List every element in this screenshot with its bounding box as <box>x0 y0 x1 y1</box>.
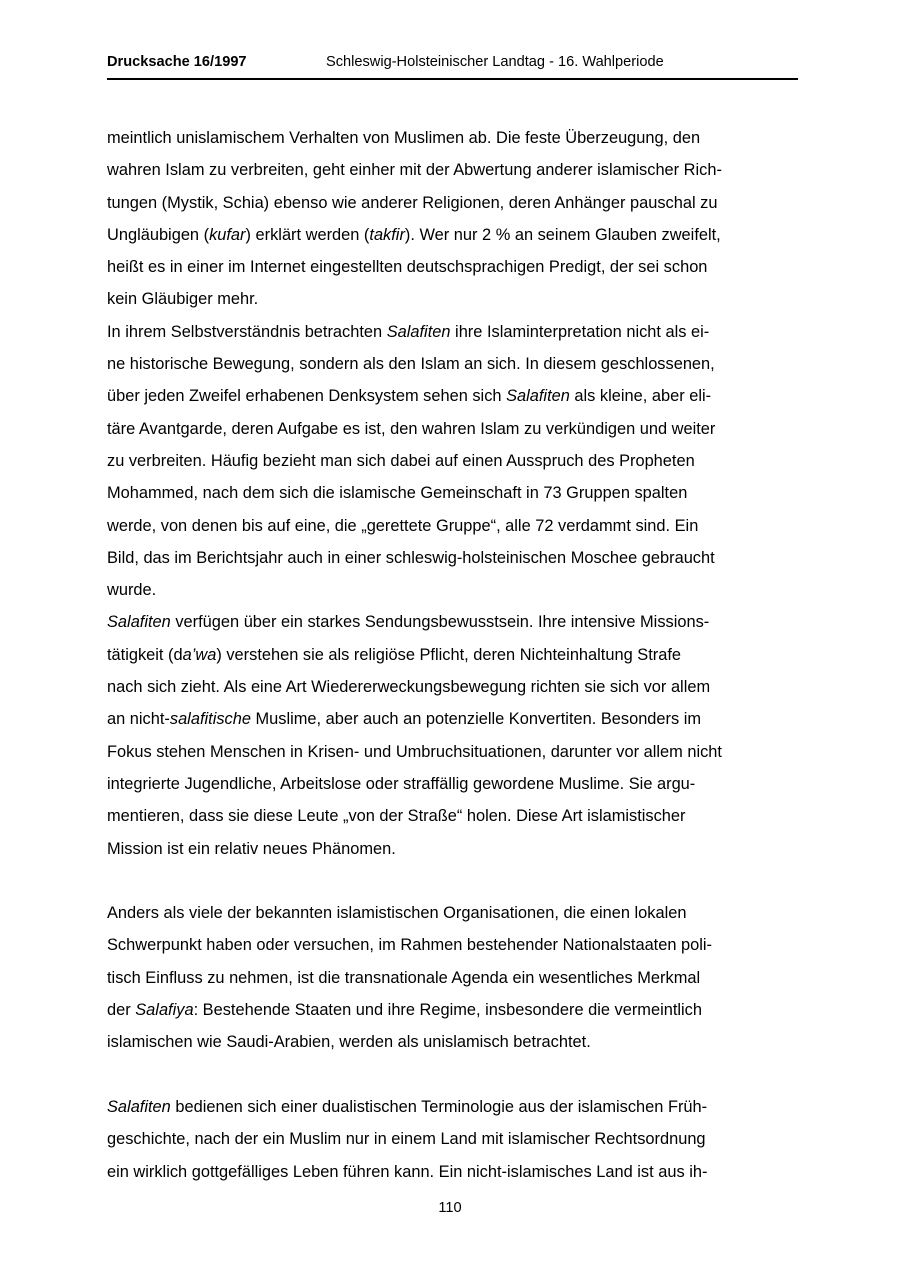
text-run: Ungläubigen ( <box>107 225 210 244</box>
text-run: Schwerpunkt haben oder versuchen, im Rahmen bestehender Nationalstaaten poli- <box>107 936 712 955</box>
text-run: kein Gläubiger mehr. <box>107 290 259 309</box>
text-line <box>107 768 807 800</box>
text-line <box>107 413 807 445</box>
text-run: tisch Einfluss zu nehmen, ist die transnationale Agenda ein wesentliches Merkmal <box>107 968 701 987</box>
text-run: Bild, das im Berichtsjahr auch in einer schleswig-holsteinischen Moschee gebraucht <box>107 548 715 567</box>
text-run: Anders als viele der bekannten islamistischen Organisationen, die einen lokalen <box>107 904 687 923</box>
text-line <box>107 219 807 251</box>
text-line <box>107 1156 807 1188</box>
text-line <box>107 1123 807 1155</box>
text-line <box>107 574 807 606</box>
body-paragraph <box>107 316 807 607</box>
text-run: über jeden Zweifel erhabenen Denksystem sehen sich <box>107 387 507 406</box>
italic-term: kufar <box>209 225 246 244</box>
text-run: ) verstehen sie als religiöse Pflicht, deren Nichteinhaltung Strafe <box>216 645 681 664</box>
text-line <box>107 639 807 671</box>
body-paragraph <box>107 122 807 316</box>
text-line <box>107 348 807 380</box>
page-number: 110 <box>438 1200 462 1216</box>
document-header-title: Schleswig-Holsteinischer Landtag - 16. Wahlperiode <box>326 54 664 70</box>
text-run: Fokus stehen Menschen in Krisen- und Umbruchsituationen, darunter vor allem nicht <box>107 742 722 761</box>
text-run: wahren Islam zu verbreiten, geht einher mit der Abwertung anderer islamischer Rich- <box>107 161 722 180</box>
text-run: ein wirklich gottgefälliges Leben führen kann. Ein nicht-islamisches Land ist aus ih- <box>107 1162 708 1181</box>
text-run: islamischen wie Saudi-Arabien, werden als unislamisch betrachtet. <box>107 1033 591 1052</box>
text-run: Mission ist ein relativ neues Phänomen. <box>107 839 396 858</box>
text-line <box>107 122 807 154</box>
text-line <box>107 510 807 542</box>
text-run: meintlich unislamischem Verhalten von Muslimen ab. Die feste Überzeugung, den <box>107 129 701 147</box>
text-run: tungen (Mystik, Schia) ebenso wie anderer Religionen, deren Anhänger pauschal zu <box>107 193 718 212</box>
text-line <box>107 316 807 348</box>
text-line <box>107 703 807 735</box>
italic-term: Salafiten <box>506 387 570 406</box>
text-line <box>107 1026 807 1058</box>
text-line <box>107 800 807 832</box>
text-line <box>107 542 807 574</box>
text-run: ne historische Bewegung, sondern als den Islam an sich. In diesem geschlossenen, <box>107 355 715 374</box>
text-line <box>107 833 807 865</box>
text-run: werde, von denen bis auf eine, die „gerettete Gruppe“, alle 72 verdammt sind. Ein <box>107 516 699 535</box>
text-line <box>107 736 807 768</box>
text-run: tätigkeit (d <box>107 645 183 664</box>
text-run: als kleine, aber eli- <box>569 387 712 406</box>
body-paragraph <box>107 606 807 864</box>
text-run: geschichte, nach der ein Muslim nur in einem Land mit islamischer Rechtsordnung <box>107 1130 706 1149</box>
text-line <box>107 606 807 638</box>
text-line <box>107 445 807 477</box>
text-line <box>107 1091 807 1123</box>
italic-term: Salafiten <box>107 613 171 632</box>
text-run: Muslime, aber auch an potenzielle Konvertiten. Besonders im <box>250 710 702 729</box>
text-run: mentieren, dass sie diese Leute „von der Straße“ holen. Diese Art islamistischer <box>107 807 686 826</box>
text-run: : Bestehende Staaten und ihre Regime, insbesondere die vermeintlich <box>193 1001 702 1020</box>
page-body <box>107 122 807 1188</box>
body-paragraph <box>107 897 807 1058</box>
text-run: heißt es in einer im Internet eingestellten deutschsprachigen Predigt, der sei schon <box>107 258 708 277</box>
text-run: Mohammed, nach dem sich die islamische Gemeinschaft in 73 Gruppen spalten <box>107 484 688 503</box>
text-run: In ihrem Selbstverständnis betrachten <box>107 322 387 341</box>
italic-term: Salafiten <box>386 322 451 341</box>
text-run: nach sich zieht. Als eine Art Wiedererweckungsbewegung richten sie sich vor allem <box>107 678 711 697</box>
text-line <box>107 283 807 315</box>
text-run: täre Avantgarde, deren Aufgabe es ist, den wahren Islam zu verkündigen und weiter <box>107 419 716 438</box>
text-run: ihre Islaminterpretation nicht als ei- <box>450 322 710 341</box>
body-paragraph <box>107 1091 807 1188</box>
italic-term: salafitische <box>169 710 251 729</box>
text-run: bedienen sich einer dualistischen Terminologie aus der islamischen Früh- <box>170 1097 708 1116</box>
text-run: der <box>107 1001 136 1020</box>
italic-term: a’wa <box>182 645 217 664</box>
text-line <box>107 671 807 703</box>
text-line <box>107 154 807 186</box>
text-line <box>107 897 807 929</box>
text-line <box>107 929 807 961</box>
text-line <box>107 187 807 219</box>
italic-term: Salafiten <box>107 1097 171 1116</box>
text-line <box>107 380 807 412</box>
text-run: wurde. <box>107 581 157 600</box>
text-line <box>107 994 807 1026</box>
text-run: an nicht- <box>107 710 170 729</box>
text-run: ) erklärt werden ( <box>245 225 370 244</box>
text-run: zu verbreiten. Häufig bezieht man sich dabei auf einen Ausspruch des Propheten <box>107 451 695 470</box>
text-run: ). Wer nur 2 % an seinem Glauben zweifelt, <box>404 225 721 244</box>
text-line <box>107 962 807 994</box>
text-line <box>107 251 807 283</box>
text-line <box>107 477 807 509</box>
text-run: verfügen über ein starkes Sendungsbewusstsein. Ihre intensive Missions- <box>170 613 710 632</box>
italic-term: takfir <box>369 225 405 244</box>
text-run: integrierte Jugendliche, Arbeitslose oder straffällig gewordene Muslime. Sie argu- <box>107 774 696 793</box>
italic-term: Salafiya <box>135 1001 194 1020</box>
document-number: Drucksache 16/1997 <box>107 54 247 70</box>
page-header <box>107 50 798 80</box>
